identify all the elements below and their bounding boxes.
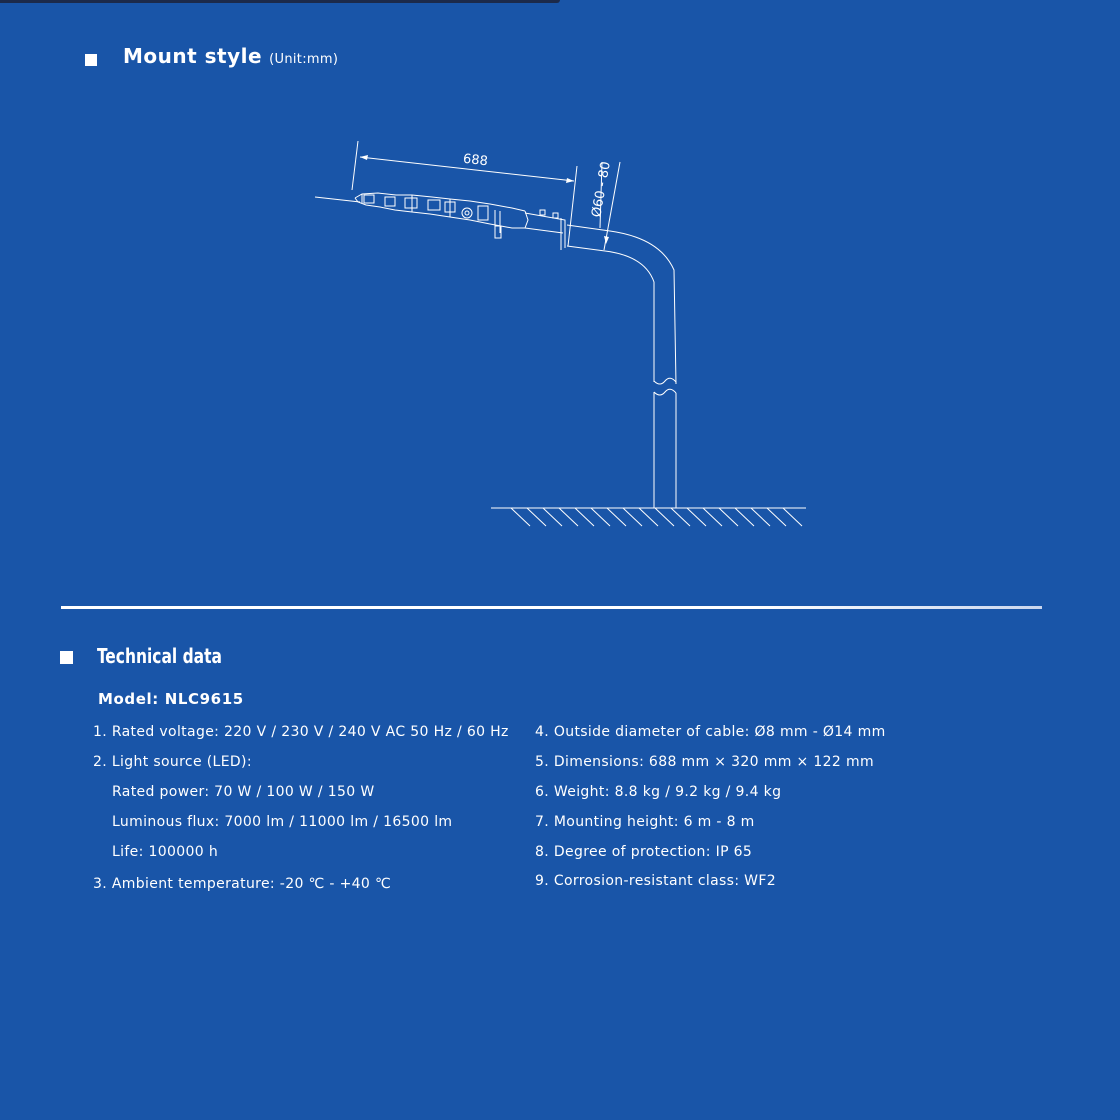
- spec-protection-degree: 8. Degree of protection: IP 65: [535, 844, 753, 860]
- spec-ambient-temperature: 3. Ambient temperature: -20 ℃ - +40 ℃: [93, 876, 392, 892]
- ground: [491, 508, 806, 526]
- spec-mounting-height: 7. Mounting height: 6 m - 8 m: [535, 814, 755, 830]
- model-label: Model: NLC9615: [98, 690, 244, 708]
- mount-style-unit: (Unit:mm): [269, 52, 339, 67]
- ground-hatching: [511, 508, 802, 526]
- spec-luminous-flux: Luminous flux: 7000 lm / 11000 lm / 16500 lm: [112, 814, 453, 830]
- section-divider: [61, 606, 1042, 609]
- pole: [567, 225, 676, 508]
- diameter-arrow: [604, 236, 609, 244]
- spec-cable-diameter: 4. Outside diameter of cable: Ø8 mm - Ø14 mm: [535, 724, 886, 740]
- spec-rated-power: Rated power: 70 W / 100 W / 150 W: [112, 784, 375, 800]
- spec-rated-voltage: 1. Rated voltage: 220 V / 230 V / 240 V AC 50 Hz / 60 Hz: [93, 724, 509, 740]
- centerline: [315, 197, 360, 202]
- length-arrow-right: [566, 178, 574, 183]
- spec-weight: 6. Weight: 8.8 kg / 9.2 kg / 9.4 kg: [535, 784, 782, 800]
- luminaire-body: [355, 193, 528, 238]
- technical-data-title: Technical data: [97, 644, 222, 668]
- spec-dimensions: 5. Dimensions: 688 mm × 320 mm × 122 mm: [535, 754, 874, 770]
- diameter-label: Ø60 - 80: [589, 160, 614, 219]
- adapter-sleeve: [525, 210, 565, 250]
- section-bullet-tech: [60, 651, 73, 664]
- spec-light-source: 2. Light source (LED):: [93, 754, 252, 770]
- mount-style-title: Mount style: [123, 44, 263, 68]
- length-label: 688: [462, 151, 489, 170]
- spec-life: Life: 100000 h: [112, 844, 219, 860]
- length-arrow-left: [360, 155, 368, 160]
- spec-corrosion-class: 9. Corrosion-resistant class: WF2: [535, 873, 777, 889]
